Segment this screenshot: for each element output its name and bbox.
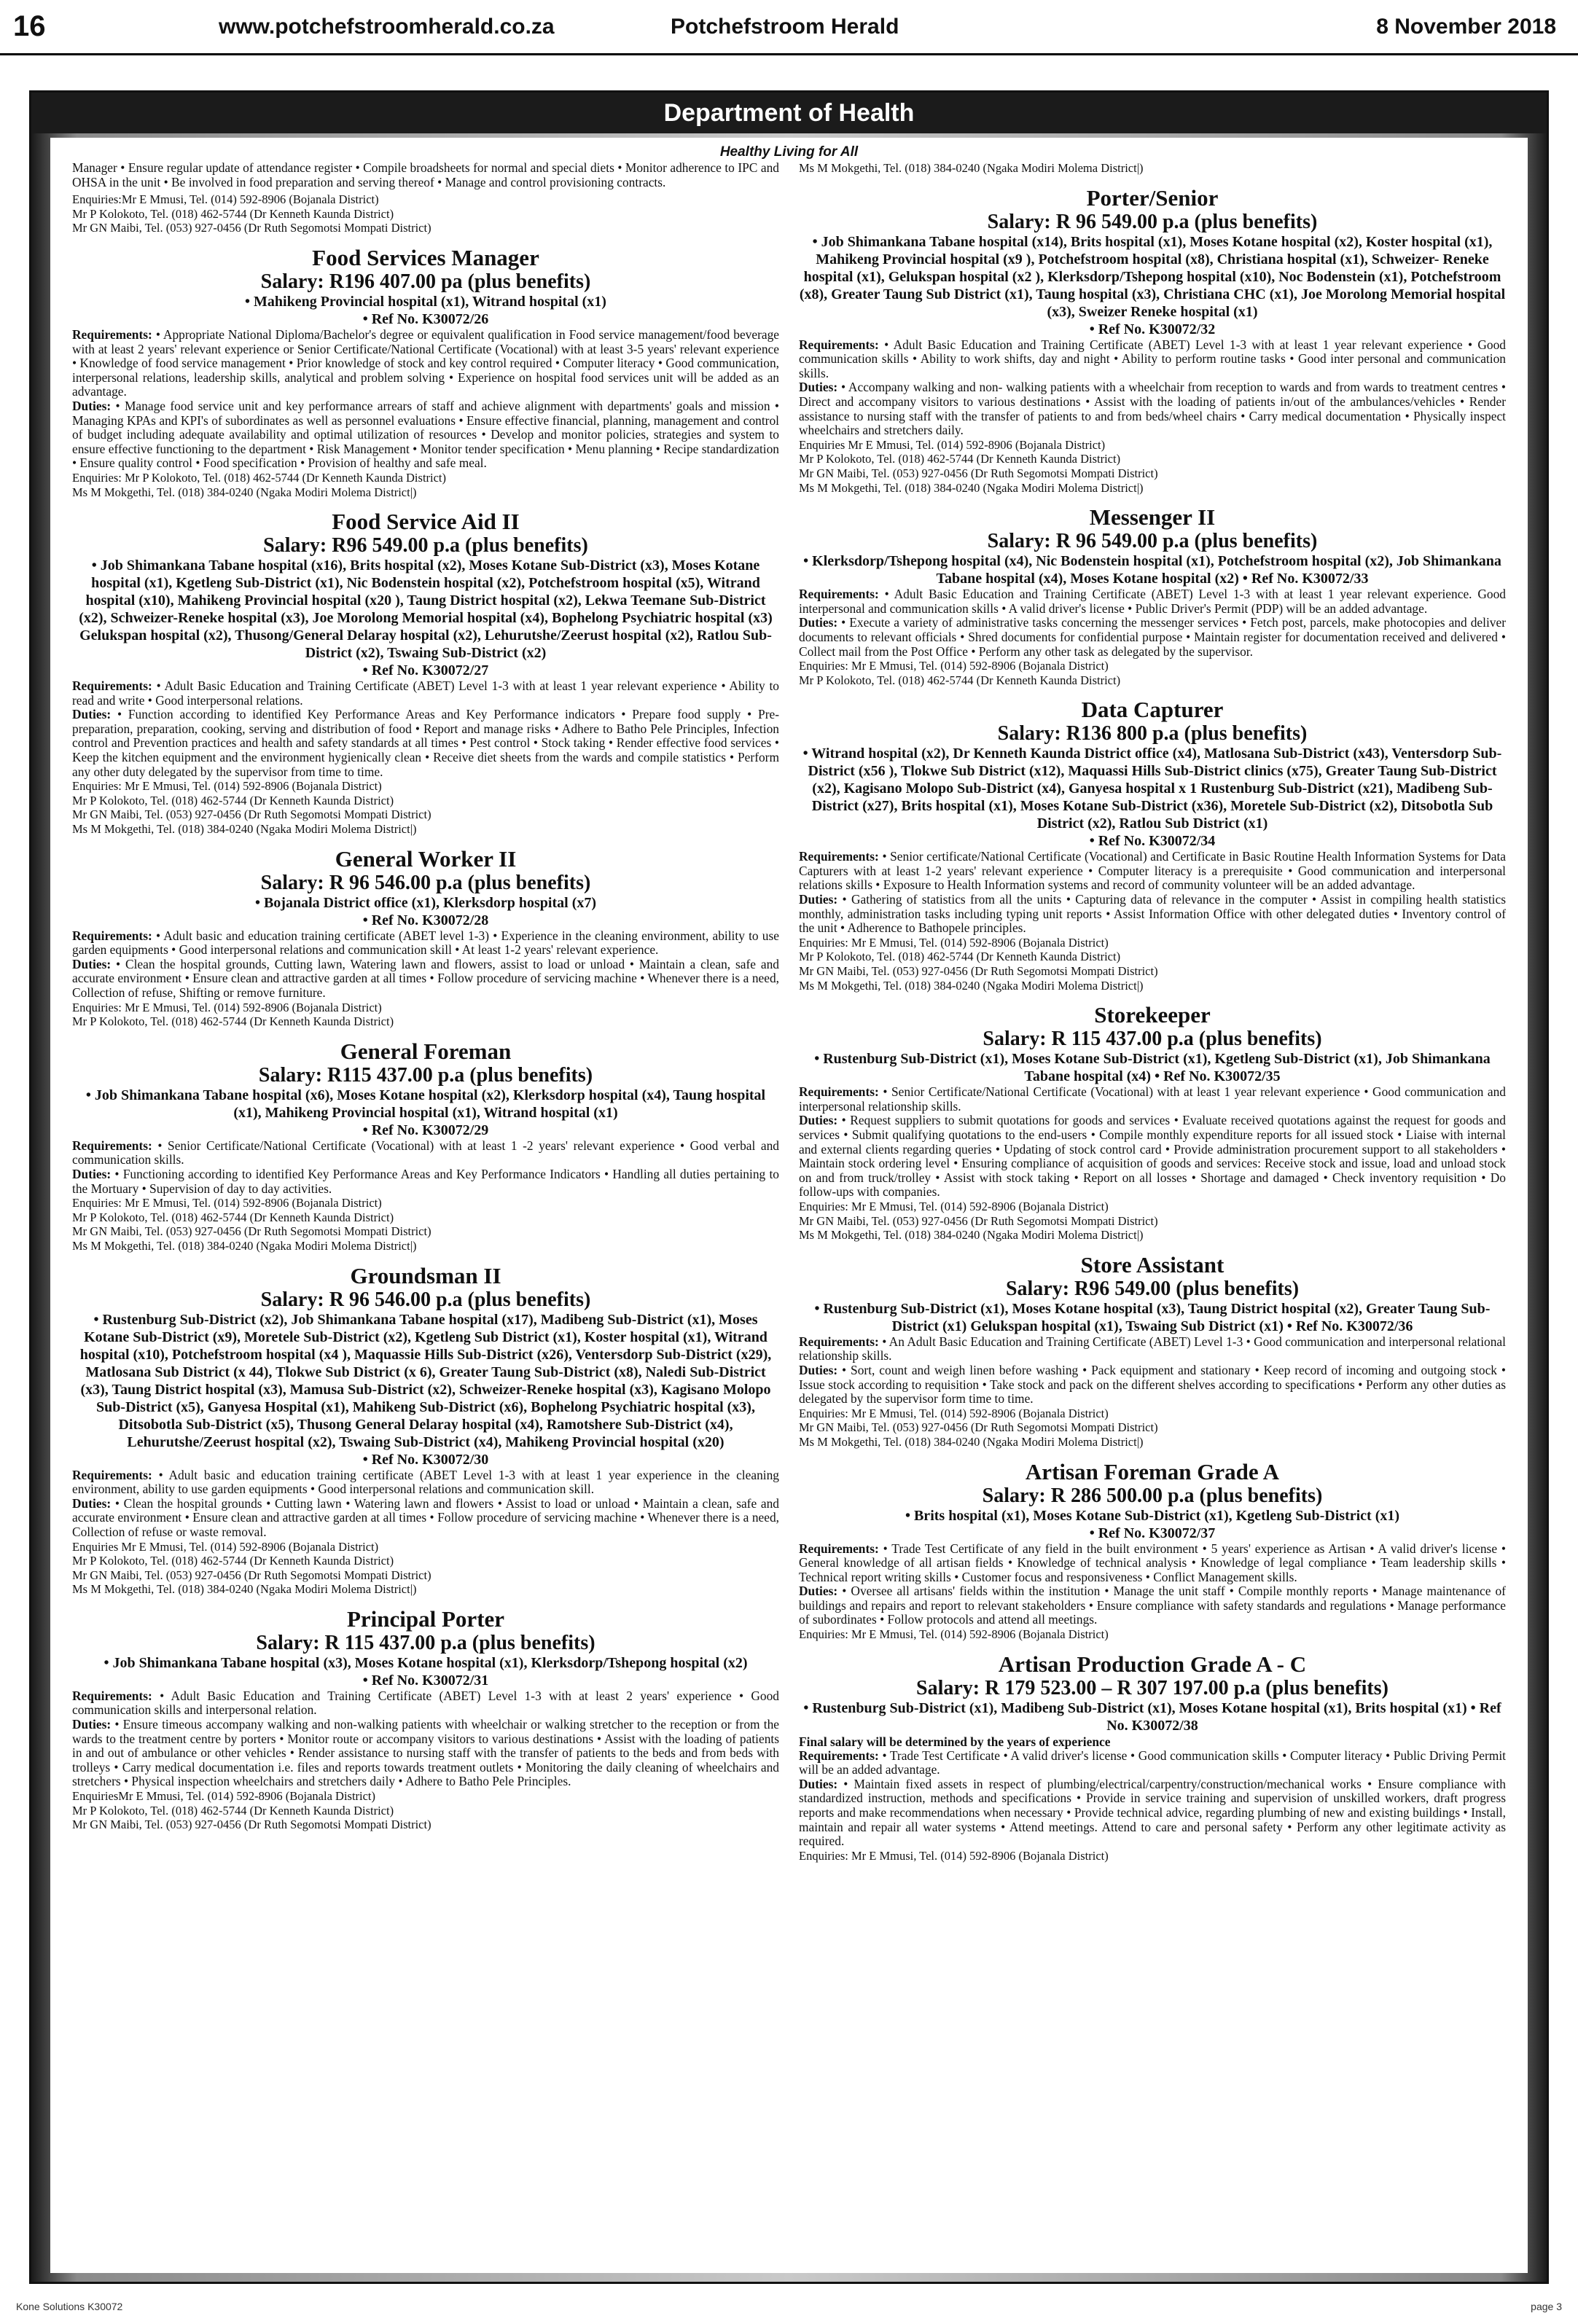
enquiry-line: Mr GN Maibi, Tel. (053) 927-0456 (Dr Ruth Segomotsi Mompati District)	[72, 1224, 431, 1239]
job-title: Storekeeper	[1094, 1002, 1211, 1028]
page-number: 16	[13, 10, 46, 42]
enquiry-line: Enquiries: Mr E Mmusi, Tel. (014) 592-8906 (Bojanala District)	[72, 779, 382, 794]
enquiry-line: Enquiries: Mr P Kolokoto, Tel. (018) 462-5744 (Dr Kenneth Kaunda District)	[72, 470, 447, 485]
job-ref-number: • Ref No. K30072/37	[1089, 1525, 1216, 1541]
job-posting	[72, 1039, 779, 1253]
enquiry-line: Mr P Kolokoto, Tel. (018) 462-5744 (Dr Kenneth Kaunda District)	[72, 206, 394, 221]
job-enquiries	[72, 1540, 779, 1597]
enquiry-line: Enquiries: Mr E Mmusi, Tel. (014) 592-8906 (Bojanala District)	[799, 935, 1109, 950]
job-duties	[799, 616, 1506, 659]
job-requirements	[799, 587, 1506, 616]
job-duties	[799, 1777, 1506, 1849]
right-column	[799, 161, 1506, 1863]
job-salary: Salary: R 179 523.00 – R 307 197.00 p.a (plus benefits)	[916, 1676, 1388, 1699]
job-requirements-label: Requirements:	[72, 1138, 152, 1153]
enquiry-line: Mr GN Maibi, Tel. (053) 927-0456 (Dr Ruth Segomotsi Mompati District)	[799, 1420, 1158, 1435]
job-duties-text: • Gathering of statistics from all the units • Capturing data of relevance in the computer • Assist in compiling health statistics monthly, administration tasks including typing unit reports • Assist Information Office with other delegated duties • Inventory control of the unit • Adherence to Bathopele principles.	[799, 892, 1506, 936]
job-requirements	[799, 850, 1506, 893]
footer-right: page 3	[1531, 2301, 1562, 2312]
job-duties-text: • Accompany walking and non- walking patients with a wheelchair from reception to wards and from wards to treatment centres • Direct and accompany visitors to various destinations • Assist with the loading of patients in/out of the ambulances/vehicles • Render assistance to nursing staff with the transfer of patients to and from beds/wheel chairs • Carry medical documentation • Physically inspect wheelchairs and stretchers daily.	[799, 380, 1506, 438]
website-url[interactable]: www.potchefstroomherald.co.za	[219, 14, 555, 39]
job-posting	[72, 847, 779, 1029]
job-requirements-label: Requirements:	[799, 1334, 879, 1349]
job-requirements-text: • Trade Test Certificate of any field in the built environment • 5 years' experience as Artisan • A valid driver's license • General knowledge of all artisan fields • Knowledge of technical analysis • Knowledge of legal compliance • Team leadership skills • Technical report writing skills • Customer focus and responsiveness • Conflict Management skills.	[799, 1541, 1506, 1584]
enquiry-line: Mr P Kolokoto, Tel. (018) 462-5744 (Dr Kenneth Kaunda District)	[799, 950, 1121, 964]
enquiry-line: Enquiries Mr E Mmusi, Tel. (014) 592-8906 (Bojanala District)	[72, 1539, 379, 1554]
job-locations: • Bojanala District office (x1), Klerksdorp hospital (x7)	[254, 894, 597, 911]
job-salary: Salary: R 286 500.00 p.a (plus benefits)	[982, 1484, 1323, 1507]
enquiry-line: Mr P Kolokoto, Tel. (018) 462-5744 (Dr Kenneth Kaunda District)	[72, 793, 394, 807]
job-duties-label: Duties:	[799, 1584, 838, 1599]
job-enquiries	[72, 1196, 779, 1253]
job-enquiries	[799, 936, 1506, 993]
job-enquiries	[799, 1627, 1506, 1642]
job-requirements	[72, 1689, 779, 1718]
job-duties	[72, 708, 779, 779]
job-requirements-label: Requirements:	[72, 1688, 152, 1703]
job-locations: • Klerksdorp/Tshepong hospital (x4), Nic Bodenstein hospital (x1), Potchefstroom hospital (x2), Job Shimankana Tabane hospital (x4), Moses Kotane hospital (x2) • Ref No. K30072/33	[803, 553, 1501, 587]
job-requirements-text: • An Adult Basic Education and Training Certificate (ABET) Level 1-3 • Good communication and interpersonal relational relationship skills.	[799, 1334, 1506, 1364]
job-duties	[799, 893, 1506, 936]
job-requirements	[72, 929, 779, 958]
job-locations: • Job Shimankana Tabane hospital (x3), Moses Kotane hospital (x1), Klerksdorp/Tshepong hospital (x2)	[103, 1654, 748, 1671]
job-salary: Salary: R 96 549.00 p.a (plus benefits)	[987, 210, 1318, 233]
enquiry-line: EnquiriesMr E Mmusi, Tel. (014) 592-8906 (Bojanala District)	[72, 1789, 376, 1804]
job-title: Artisan Production Grade A - C	[998, 1651, 1307, 1677]
enquiry-line: Enquiries: Mr E Mmusi, Tel. (014) 592-8906 (Bojanala District)	[799, 1199, 1109, 1213]
footer-left: Kone Solutions K30072	[16, 2301, 123, 2312]
job-duties-label: Duties:	[72, 398, 112, 413]
enquiry-line: Mr GN Maibi, Tel. (053) 927-0456 (Dr Ruth Segomotsi Mompati District)	[72, 807, 431, 822]
job-requirements-text: • Adult Basic Education and Training Certificate (ABET) Level 1-3 with at least 1 year relevant experience. Good interpersonal and communication skills • A valid driver's license • Public Driver's Permit (PDP) will be an added advantage.	[799, 587, 1506, 616]
job-enquiries	[72, 1789, 779, 1832]
enquiry-line: Ms M Mokgethi, Tel. (018) 384-0240 (Ngaka Modiri Molema District|)	[799, 161, 1144, 175]
enquiry-line: Ms M Mokgethi, Tel. (018) 384-0240 (Ngaka Modiri Molema District|)	[799, 480, 1144, 495]
enquiry-line: Mr P Kolokoto, Tel. (018) 462-5744 (Dr Kenneth Kaunda District)	[799, 452, 1121, 466]
enquiry-line: Ms M Mokgethi, Tel. (018) 384-0240 (Ngaka Modiri Molema District|)	[799, 978, 1144, 993]
job-requirements-text: • Appropriate National Diploma/Bachelor's degree or equivalent qualification in Food service management/food beverage with at least 2 years' relevant experience or Senior Certificate/National Certificate (Vocational) with at least 3-5 years' relevant experience • Knowledge of food service management • Prior knowledge of stock and key control required • Computer literacy • Good communication, interpersonal relations, leadership skills, analytical and problem solving • Experience on hospital food services unit will be added as an advantage.	[72, 326, 780, 399]
advert-panel	[29, 90, 1549, 2284]
job-title: General Worker II	[335, 845, 517, 872]
job-title: Porter/Senior	[1086, 184, 1219, 211]
job-requirements-label: Requirements:	[799, 849, 879, 864]
job-ref-number: • Ref No. K30072/30	[362, 1451, 489, 1468]
job-duties-label: Duties:	[799, 892, 838, 907]
enquiry-line: Enquiries: Mr E Mmusi, Tel. (014) 592-8906 (Bojanala District)	[799, 1848, 1109, 1863]
job-title: Data Capturer	[1081, 697, 1224, 723]
job-duties	[799, 380, 1506, 437]
job-enquiries	[72, 779, 779, 836]
job-posting	[72, 1607, 779, 1832]
job-locations: • Job Shimankana Tabane hospital (x6), Moses Kotane hospital (x2), Klerksdorp hospital (x4), Taung hospital (x1), Mahikeng Provincial hospital (x1), Witrand hospital (x1)	[85, 1087, 766, 1121]
job-salary: Salary: R96 549.00 (plus benefits)	[1005, 1277, 1300, 1300]
job-requirements	[72, 1468, 779, 1497]
job-duties	[72, 399, 779, 471]
job-posting	[799, 1652, 1506, 1863]
newspaper-name: Potchefstroom Herald	[671, 14, 899, 39]
enquiry-line: Mr GN Maibi, Tel. (053) 927-0456 (Dr Ruth Segomotsi Mompati District)	[799, 1213, 1158, 1228]
job-duties-text: • Manage food service unit and key performance arrears of staff and achieve alignment with departments' goals and mission • Managing KPAs and KPI's of subordinates as well as personnel evaluations • Ensure effective financial, planning, management and control of budget including adequate availability and optimal utilization of resources • Develop and monitor policies, strategies and system to ensure effective functioning to the department • Risk Management • Monitor tender specification • Menu planning • Recipe standardization • Ensure quality control • Food specification • Provision of healthy and safe meal.	[72, 398, 779, 471]
advert-sheet	[50, 138, 1528, 2273]
job-requirements	[72, 1139, 779, 1167]
job-requirements-label: Requirements:	[72, 928, 152, 943]
enquiry-line: Enquiries: Mr E Mmusi, Tel. (014) 592-8906 (Bojanala District)	[72, 1196, 382, 1210]
job-requirements-text: • Senior Certificate/National Certificate (Vocational) with at least 1 year relevant experience • Good communication and interpersonal relationship skills.	[799, 1084, 1506, 1114]
job-requirements	[72, 328, 779, 399]
job-posting	[799, 505, 1506, 687]
enquiry-line: Mr GN Maibi, Tel. (053) 927-0456 (Dr Ruth Segomotsi Mompati District)	[799, 964, 1158, 979]
issue-date: 8 November 2018	[1376, 14, 1556, 39]
job-title: Store Assistant	[1080, 1251, 1224, 1278]
job-salary: Salary: R 115 437.00 p.a (plus benefits)	[256, 1631, 595, 1654]
job-enquiries	[799, 1849, 1506, 1863]
job-requirements-text: • Trade Test Certificate • A valid driver's license • Good communication skills • Computer literacy • Public Driving Permit will be an added advantage.	[799, 1748, 1506, 1777]
job-duties-text: • Sort, count and weigh linen before washing • Pack equipment and stationary • Keep record of incoming and outgoing stock • Issue stock according to requisition • Take stock and pack on the different shelves according to specifications • Perform any other duties as delegated by the supervisor form time to time.	[799, 1362, 1506, 1406]
job-requirements-text: • Adult basic and education training certificate (ABET level 1-3) • Experience in the cleaning environment, ability to use garden equipments • Good interpersonal relations and communication skill • At least 1-2 years' relevant experience.	[72, 928, 779, 958]
job-requirements-label: Requirements:	[799, 1541, 879, 1556]
enquiry-line: Ms M Mokgethi, Tel. (018) 384-0240 (Ngaka Modiri Molema District|)	[72, 822, 417, 837]
enquiry-line: Enquiries: Mr E Mmusi, Tel. (014) 592-8906 (Bojanala District)	[799, 1406, 1109, 1420]
enquiry-line: Mr P Kolokoto, Tel. (018) 462-5744 (Dr Kenneth Kaunda District)	[72, 1803, 394, 1818]
tagline: Healthy Living for All	[719, 144, 859, 160]
job-title: Messenger II	[1089, 504, 1216, 531]
job-duties	[799, 1584, 1506, 1627]
job-ref-number: • Ref No. K30072/27	[362, 662, 489, 679]
job-locations: • Rustenburg Sub-District (x2), Job Shimankana Tabane hospital (x17), Madibeng Sub-District (x1), Moses Kotane Sub-District (x9), Moretele Sub-District (x2), Kgetleng Sub District (x1), Koster hospital (x1), Witrand hospital (x10), Potchefstroom hospital (x4 ), Maquassie Hills Sub-District (x26), Ventersdorp Sub-District (x29), Matlosana Sub District (x 44), Tlokwe Sub District (x 6), Greater Taung Sub-District (x8), Naledi Sub-District (x3), Taung District hospital (x3), Mamusa Sub-District (x2), Schweizer-Reneke hospital (x3), Kagisano Molopo Sub-District (x5), Ganyesa Hospital (x1), Mahikeng Sub-District (x6), Bophelong Psychiatric hospital (x3), Ditsobotla Sub-District (x5), Thusong General Delaray hospital (x4), Ramotshere Sub-District (x4), Lehurutshe/Zeerust hospital (x2), Tswaing Sub-District (x4), Mahikeng Provincial hospital (x20)	[79, 1311, 772, 1450]
department-title: Department of Health	[31, 93, 1547, 133]
enquiry-line: Enquiries: Mr E Mmusi, Tel. (014) 592-8906 (Bojanala District)	[72, 1000, 382, 1014]
job-requirements	[799, 1542, 1506, 1585]
job-duties-label: Duties:	[72, 1495, 112, 1511]
job-enquiries	[72, 1001, 779, 1029]
job-posting	[799, 1253, 1506, 1449]
job-ref-number: • Ref No. K30072/31	[362, 1672, 489, 1689]
job-duties	[72, 958, 779, 1001]
job-title: Food Service Aid II	[332, 509, 520, 535]
job-requirements-label: Requirements:	[72, 1467, 152, 1482]
job-locations: • Brits hospital (x1), Moses Kotane Sub-District (x1), Kgetleng Sub-District (x1)	[905, 1507, 1400, 1524]
job-duties	[72, 1167, 779, 1196]
job-locations: • Rustenburg Sub-District (x1), Madibeng Sub-District (x1), Moses Kotane hospital (x1), Brits hospital (x1) • Ref No. K30072/38	[803, 1699, 1501, 1734]
enquiry-line: Mr GN Maibi, Tel. (053) 927-0456 (Dr Ruth Segomotsi Mompati District)	[72, 1818, 431, 1832]
job-duties-text: • Clean the hospital grounds • Cutting lawn • Watering lawn and flowers • Assist to load or unload • Maintain a clean, safe and accurate environment • Ensure clean and attractive garden at all times • Follow procedure of servicing machine • Whenever there is a need, Collection of refuse or waste removal.	[72, 1495, 779, 1539]
job-requirements-text: • Adult Basic Education and Training Certificate (ABET) Level 1-3 with at least 1 year relevant experience • Good communication skills • Ability to work shifts, day and night • Ability to perform routine tasks • Good inter personal and communication skills.	[799, 337, 1506, 380]
job-duties-text: • Functioning according to identified Key Performance Areas and Key Performance Indicators • Handling all duties pertaining to the Mortuary • Supervision of day to day activities.	[72, 1166, 779, 1196]
enquiry-line: Enquiries: Mr E Mmusi, Tel. (014) 592-8906 (Bojanala District)	[799, 1627, 1109, 1642]
job-enquiries	[72, 471, 779, 499]
job-requirements-text: • Adult Basic Education and Training Certificate (ABET) Level 1-3 with at least 2 years' experience • Good communication skills and interpersonal relation.	[72, 1688, 779, 1718]
enquiry-line: Ms M Mokgethi, Tel. (018) 384-0240 (Ngaka Modiri Molema District|)	[72, 485, 417, 499]
job-salary: Salary: R 115 437.00 p.a (plus benefits)	[983, 1028, 1322, 1051]
job-salary: Salary: R 96 546.00 p.a (plus benefits)	[260, 871, 591, 894]
job-requirements-label: Requirements:	[72, 326, 152, 342]
job-requirements	[72, 679, 779, 708]
job-title: Food Services Manager	[312, 244, 539, 270]
job-salary: Salary: R 96 546.00 p.a (plus benefits)	[260, 1288, 591, 1311]
job-salary: Salary: R196 407.00 pa (plus benefits)	[260, 270, 591, 293]
job-locations: • Rustenburg Sub-District (x1), Moses Kotane hospital (x3), Taung District hospital (x2), Greater Taung Sub-District (x1) Gelukspan hospital (x1), Tswaing Sub District (x1) • Ref No. K30072/36	[814, 1300, 1491, 1334]
job-duties-label: Duties:	[799, 1362, 838, 1377]
job-locations: • Mahikeng Provincial hospital (x1), Witrand hospital (x1)	[245, 293, 606, 310]
enquiry-line: Enquiries: Mr E Mmusi, Tel. (014) 592-8906 (Bojanala District)	[799, 659, 1109, 673]
job-posting	[799, 1460, 1506, 1642]
enquiry-line: Mr GN Maibi, Tel. (053) 927-0456 (Dr Ruth Segomotsi Mompati District)	[72, 221, 431, 235]
job-duties-text: • Clean the hospital grounds, Cutting lawn, Watering lawn and flowers, assist to load or unload • Maintain a clean, safe and accurate environment • Ensure clean and attractive garden at all times • Follow procedure of servicing machine • Whenever there is a need, Collection of refuse, Shifting or remove furniture.	[72, 956, 779, 1000]
page-footer	[0, 2296, 1578, 2317]
job-locations: • Rustenburg Sub-District (x1), Moses Kotane Sub-District (x1), Kgetleng Sub-District (x1), Job Shimankana Tabane hospital (x4) • Ref No. K30072/35	[814, 1051, 1491, 1085]
job-salary: Salary: R 96 549.00 p.a (plus benefits)	[987, 530, 1318, 553]
enquiry-line: Enquiries Mr E Mmusi, Tel. (014) 592-8906 (Bojanala District)	[799, 437, 1106, 452]
job-requirements	[799, 338, 1506, 381]
enquiry-line: Enquiries:Mr E Mmusi, Tel. (014) 592-8906 (Bojanala District)	[72, 192, 379, 207]
job-duties-text: • Maintain fixed assets in respect of plumbing/electrical/carpentry/construction/mechanical works • Ensure compliance with standardized instruction, methods and specifications • Provide in service training and supervision of unskilled workers, draft progress reports and make recommendations when necessary • Provide technical advice, regarding plumbing of new and existing buildings • Install, maintain and repair all water systems • Attend meetings. Attend to care and personal safety • Perform any other legitimate activity as required.	[799, 1776, 1506, 1849]
enquiry-line: Ms M Mokgethi, Tel. (018) 384-0240 (Ngaka Modiri Molema District|)	[799, 1228, 1144, 1243]
job-duties-text: • Function according to identified Key Performance Areas and Key Performance indicators • Prepare food supply • Pre-preparation, preparation, cooking, serving and distribution of food • Report and manage risks • Adhere to Batho Pele Principles, Infection control and Prevention practices and health and safety standards at all times • Pest control • Stock taking • Render effective food services • Keep the kitchen equipment and the environment hygienically clean • Receive diet sheets from the wards and compile statistics • Perform any other duty delegated by the supervisor from time to time.	[72, 707, 779, 779]
job-requirements-label: Requirements:	[799, 1084, 879, 1100]
enquiry-line: Mr P Kolokoto, Tel. (018) 462-5744 (Dr Kenneth Kaunda District)	[72, 1210, 394, 1224]
job-enquiries	[799, 659, 1506, 687]
job-ref-number: • Ref No. K30072/28	[362, 912, 489, 928]
job-duties	[799, 1364, 1506, 1406]
intro-enquiries	[799, 161, 1506, 176]
job-salary: Salary: R115 437.00 p.a (plus benefits)	[258, 1063, 593, 1087]
job-requirements-label: Requirements:	[799, 337, 879, 352]
job-requirements	[799, 1749, 1506, 1777]
job-salary: Salary: R96 549.00 p.a (plus benefits)	[263, 534, 588, 557]
job-requirements-label: Requirements:	[799, 1748, 879, 1763]
enquiry-line: Ms M Mokgethi, Tel. (018) 384-0240 (Ngaka Modiri Molema District|)	[799, 1434, 1144, 1449]
job-posting	[799, 186, 1506, 496]
job-ref-number: • Ref No. K30072/26	[362, 310, 489, 327]
job-enquiries	[799, 1200, 1506, 1243]
job-duties-label: Duties:	[799, 615, 838, 630]
job-title: General Foreman	[340, 1038, 512, 1064]
job-duties-label: Duties:	[72, 1166, 112, 1181]
job-requirements-text: • Senior Certificate/National Certificate (Vocational) with at least 1 -2 years' relevant experience • Good verbal and communication skills.	[72, 1138, 779, 1167]
job-duties	[799, 1114, 1506, 1200]
job-ref-number: • Ref No. K30072/34	[1089, 833, 1216, 850]
job-duties-text: • Execute a variety of administrative tasks concerning the messenger services • Fetch post, parcels, make photocopies and deliver documents to relevant officials • Shred documents for confidential purpose • Maintain register for documentation received and delivered • Collect mail from the Post Office • Perform any other task as delegated by the supervisor.	[799, 615, 1506, 659]
job-requirements	[799, 1085, 1506, 1114]
job-requirements-text: • Adult Basic Education and Training Certificate (ABET) Level 1-3 with at least 1 year relevant experience • Ability to read and write • Good interpersonal relations.	[72, 678, 779, 708]
job-posting	[799, 1003, 1506, 1243]
job-requirements-label: Requirements:	[799, 587, 879, 602]
job-duties-text: • Request suppliers to submit quotations for goods and services • Evaluate received quotations against the request for goods and services • Submit qualifying quotations to the end-users • Compile monthly expenditure reports for all issued stock • Liaise with internal and external clients regarding queries • Updating of stock control card • Provide administration procurement support to all stakeholders • Maintain stock ordering level • Ensuring compliance of acquisition of goods and services: Receive stock and issue, load and unload stock on and from truck/trolley • Assist with stock taking • Report on all losses • Shortage and damaged • Check inventory requisition • Do follow-ups with companies.	[799, 1113, 1506, 1200]
job-posting	[799, 697, 1506, 993]
job-requirements-text: • Adult basic and education training certificate (ABET Level 1-3 with at least 1 year experience in the cleaning environment, ability to use garden equipments • Good interpersonal relations and communication skill.	[72, 1467, 779, 1497]
job-ref-number: • Ref No. K30072/32	[1089, 321, 1216, 337]
final-salary-note: Final salary will be determined by the years of experience	[799, 1734, 1111, 1749]
job-posting	[72, 246, 779, 499]
enquiry-line: Mr GN Maibi, Tel. (053) 927-0456 (Dr Ruth Segomotsi Mompati District)	[72, 1568, 431, 1582]
job-requirements-text: • Senior certificate/National Certificate (Vocational) and Certificate in Basic Routine Health Information Systems for Data Capturers with at least 1-2 years' relevant experience • Computer literacy is a prerequisite • Good communication and interpersonal relations skills • Exposure to Health Information systems and record of community volunteer will be an added advantage.	[799, 849, 1506, 893]
job-duties-label: Duties:	[72, 1717, 112, 1732]
page-header	[0, 0, 1578, 55]
job-duties	[72, 1497, 779, 1540]
job-duties-text: • Ensure timeous accompany walking and non-walking patients with wheelchair or walking stretcher to the reception or from the wards to the treatment centre by porters • Monitor route or accompany visitors to various destinations • Assist with the loading of patients in and out of ambulance or other vehicles • Render assistance to nursing staff with the transfer of patients to the beds and from beds with trolleys • Carry medical documentation i.e. files and reports towards treatment outlets • Monitoring the daily cleaning of wheelchairs and stretchers • Physical inspection wheelchairs and stretchers daily • Adhere to Batho Pele Principles.	[72, 1717, 779, 1789]
job-title: Groundsman II	[350, 1262, 501, 1288]
enquiry-line: Ms M Mokgethi, Tel. (018) 384-0240 (Ngaka Modiri Molema District|)	[72, 1238, 417, 1253]
job-duties-text: • Oversee all artisans' fields within the institution • Manage the unit staff • Compile monthly reports • Manage maintenance of buildings and repairs and report to relevant stakeholders • Ensure compliance with safety standards and regulations • Manage performance of subordinates • Follow protocols and attend all meetings.	[799, 1584, 1506, 1627]
job-duties-label: Duties:	[799, 1776, 838, 1791]
job-enquiries	[799, 1406, 1506, 1449]
job-duties-label: Duties:	[72, 956, 112, 971]
job-posting	[72, 509, 779, 837]
job-enquiries	[799, 438, 1506, 495]
job-duties	[72, 1718, 779, 1789]
enquiry-line: Ms M Mokgethi, Tel. (018) 384-0240 (Ngaka Modiri Molema District|)	[72, 1582, 417, 1597]
job-salary: Salary: R136 800 p.a (plus benefits)	[997, 722, 1308, 746]
enquiry-line: Mr P Kolokoto, Tel. (018) 462-5744 (Dr Kenneth Kaunda District)	[72, 1014, 394, 1029]
left-column	[72, 161, 779, 1863]
job-title: Principal Porter	[346, 1605, 505, 1632]
job-requirements	[799, 1335, 1506, 1364]
enquiry-line: Mr GN Maibi, Tel. (053) 927-0456 (Dr Ruth Segomotsi Mompati District)	[799, 466, 1158, 480]
job-locations: • Job Shimankana Tabane hospital (x16), Brits hospital (x2), Moses Kotane Sub-District (x3), Moses Kotane hospital (x1), Kgetleng Sub-District (x1), Nic Bodenstein hospital (x2), Potchefstroom hospital (x5), Witrand hospital (x10), Mahikeng Provincial hospital (x20 ), Taung District hospital (x2), Lekwa Teemane Sub-District (x2), Schweizer-Reneke hospital (x3), Joe Morolong Memorial hospital (x4), Bophelong Psychiatric hospital (x3) Gelukspan hospital (x2), Thusong/General Delaray hospital (x2), Lehurutshe/Zeerust hospital (x2), Ratlou Sub-District (x2), Tswaing Sub-District (x2)	[79, 557, 773, 662]
job-title: Artisan Foreman Grade A	[1025, 1458, 1280, 1484]
job-duties-label: Duties:	[799, 1113, 838, 1128]
job-posting	[72, 1264, 779, 1597]
enquiry-line: Mr P Kolokoto, Tel. (018) 462-5744 (Dr Kenneth Kaunda District)	[799, 673, 1121, 687]
job-locations: • Witrand hospital (x2), Dr Kenneth Kaunda District office (x4), Matlosana Sub-District (x43), Ventersdorp Sub-District (x56 ), Tlokwe Sub District (x12), Maquassi Hills Sub-District clinics (x75), Greater Taung Sub-District (x2), Kagisano Molopo Sub-District (x4), Ganyesa hospital x 1 Rustenburg Sub-District (x21), Madibeng Sub-District (x27), Brits hospital (x1), Moses Kotane Sub-District (x36), Moretele Sub-District (x2), Ditsobotla Sub District (x2), Ratlou Sub District (x1)	[802, 746, 1502, 832]
job-requirements-label: Requirements:	[72, 678, 152, 694]
job-locations: • Job Shimankana Tabane hospital (x14), Brits hospital (x1), Moses Kotane hospital (x2), Koster hospital (x1), Mahikeng Provincial hospital (x9 ), Potchefstroom hospital (x8), Christiana hospital (x1), Schweizer- Reneke hospital (x1), Gelukspan hospital (x2 ), Klerksdorp/Tshepong hospital (x10), Noc Bodenstein (x1), Potchefstroom (x8), Greater Taung Sub District (x1), Taung hospital (x3), Christiana CHC (x1), Joe Morolong Memorial hospital (x3), Sweizer Reneke hospital (x1)	[799, 233, 1506, 320]
job-duties-label: Duties:	[72, 707, 112, 722]
intro-enquiries	[72, 192, 779, 235]
job-ref-number: • Ref No. K30072/29	[362, 1122, 489, 1138]
intro-text: Manager • Ensure regular update of attendance register • Compile broadsheets for normal and special diets • Monitor adherence to IPC and OHSA in the unit • Be involved in food preparation and serving thereof • Manage and control provisioning contracts.	[72, 160, 779, 189]
enquiry-line: Mr P Kolokoto, Tel. (018) 462-5744 (Dr Kenneth Kaunda District)	[72, 1554, 394, 1568]
job-duties-label: Duties:	[799, 380, 838, 395]
